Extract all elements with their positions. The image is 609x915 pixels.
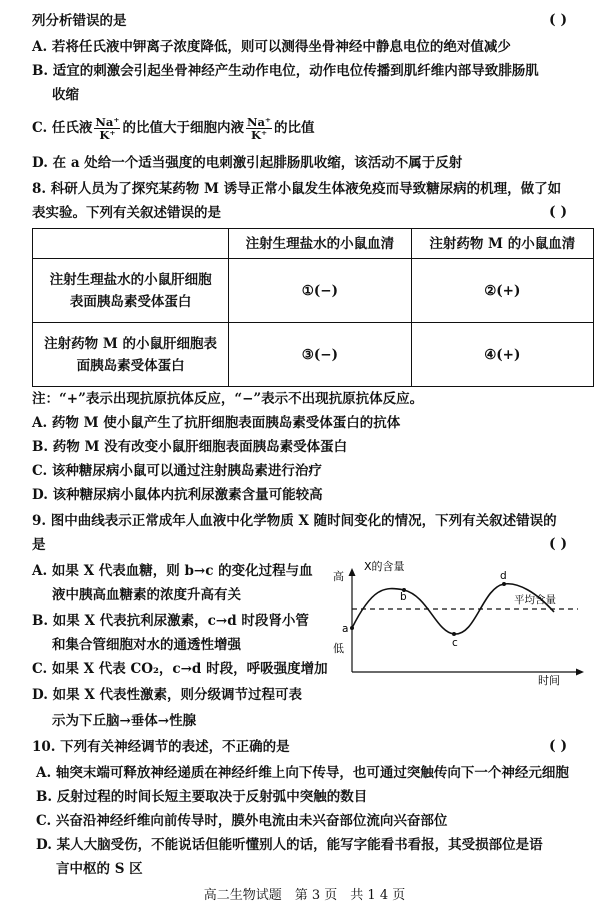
q7-c-pre: C. 任氏液	[32, 120, 93, 136]
point-c	[452, 632, 456, 636]
low-label: 低	[333, 642, 344, 655]
q7-option-b-line1: B. 适宜的刺激会引起坐骨神经产生动作电位，动作电位传播到肌纤维内部导致腓肠肌	[32, 63, 539, 79]
q9-option-c: C. 如果 X 代表 CO₂，c→d 时段，呼吸强度增加	[32, 661, 328, 677]
row1-label-a: 注射生理盐水的小鼠肝细胞	[49, 271, 212, 288]
q7-option-b-line2: 收缩	[52, 87, 79, 103]
label-d: d	[500, 570, 507, 582]
q9-answer-paren[interactable]: ( )	[549, 536, 568, 552]
label-a: a	[342, 623, 349, 635]
q8-option-a: A. 药物 M 使小鼠产生了抗肝细胞表面胰岛素受体蛋白的抗体	[32, 415, 401, 431]
q7-c-mid: 的比值大于细胞内液	[122, 120, 244, 136]
label-b: b	[400, 591, 407, 603]
label-c: c	[452, 637, 458, 649]
q8-stem-line1: 8. 科研人员为了探究某药物 M 诱导正常小鼠发生体液免疫而导致糖尿病的机理，做了如	[32, 181, 562, 197]
table-cell-1: ①(−)	[229, 259, 411, 323]
q7-answer-paren[interactable]: ( )	[549, 12, 568, 28]
average-label: 平均含量	[514, 594, 556, 606]
q8-option-b: B. 药物 M 没有改变小鼠肝细胞表面胰岛素受体蛋白	[32, 439, 348, 455]
q10-stem: 10. 下列有关神经调节的表述，不正确的是	[32, 739, 290, 755]
frac-num-2: Na⁺	[246, 115, 272, 129]
table-header-drug-serum: 注射药物 M 的小鼠血清	[411, 229, 593, 259]
y-label: X的含量	[364, 560, 405, 573]
q8-option-c: C. 该种糖尿病小鼠可以通过注射胰岛素进行治疗	[32, 463, 322, 479]
table-header-blank	[33, 229, 229, 259]
q10-option-d-line1: D. 某人大脑受伤，不能说话但能听懂别人的话，能写字能看书看报，其受损部位是语	[36, 837, 543, 853]
table-header-saline-serum: 注射生理盐水的小鼠血清	[229, 229, 411, 259]
q7-c-post: 的比值	[274, 120, 315, 136]
table-cell-4: ④(+)	[411, 323, 593, 387]
table-cell-3: ③(−)	[229, 323, 411, 387]
q9-option-d-line1: D. 如果 X 代表性激素，则分级调节过程可表	[32, 687, 302, 703]
q7-option-d: D. 在 a 处给一个适当强度的电刺激引起腓肠肌收缩，该活动不属于反射	[32, 155, 463, 171]
row1-label-b: 表面胰岛素受体蛋白	[69, 293, 192, 310]
q8-experiment-table	[32, 228, 594, 387]
row2-label-a: 注射药物 M 的小鼠肝细胞表	[44, 335, 218, 352]
page-footer: 高二生物试题 第 3 页 共 1 4 页	[203, 888, 406, 903]
q10-option-b: B. 反射过程的时间长短主要取决于反射弧中突触的数目	[36, 789, 368, 805]
frac-den-1: K⁺	[99, 128, 116, 142]
q9-option-d-line2: 示为下丘脑→垂体→性腺	[52, 713, 197, 729]
table-cell-2: ②(+)	[411, 259, 593, 323]
frac-den-2: K⁺	[250, 128, 268, 142]
q10-answer-paren[interactable]: ( )	[549, 738, 568, 754]
q8-note: 注：“+”表示出现抗原抗体反应，“−”表示不出现抗原抗体反应。	[32, 391, 424, 407]
q7-lead: 列分析错误的是	[32, 13, 127, 29]
q9-option-a-line1: A. 如果 X 代表血糖，则 b→c 的变化过程与血	[32, 563, 313, 579]
q8-option-d: D. 该种糖尿病小鼠体内抗利尿激素含量可能较高	[32, 487, 323, 503]
ratio-fraction-1	[94, 116, 120, 141]
point-d	[502, 582, 506, 586]
q9-stem-line2: 是	[32, 537, 46, 553]
q8-stem-line2: 表实验。下列有关叙述错误的是	[32, 205, 221, 221]
q10-option-d-line2: 言中枢的 S 区	[56, 861, 143, 877]
q9-curve-graph	[328, 560, 593, 686]
point-a	[350, 626, 354, 630]
row2-label-b: 面胰岛素受体蛋白	[76, 357, 185, 374]
q9-option-b-line1: B. 如果 X 代表抗利尿激素，c→d 时段肾小管	[32, 613, 309, 629]
time-label: 时间	[538, 674, 560, 686]
q10-option-a: A. 轴突末端可释放神经递质在神经纤维上向下传导，也可通过突触传向下一个神经元细胞	[36, 765, 569, 781]
ratio-fraction-2	[246, 116, 272, 141]
q7-option-c	[32, 116, 315, 141]
q9-stem-line1: 9. 图中曲线表示正常成年人血液中化学物质 X 随时间变化的情况，下列有关叙述错误的	[32, 513, 557, 529]
y-axis-arrow-icon	[349, 568, 356, 576]
q10-option-c: C. 兴奋沿神经纤维向前传导时，膜外电流由未兴奋部位流向兴奋部位	[36, 813, 448, 829]
q9-option-a-line2: 液中胰高血糖素的浓度升高有关	[52, 587, 241, 603]
high-label: 高	[333, 570, 344, 583]
q8-answer-paren[interactable]: ( )	[549, 204, 568, 220]
q9-option-b-line2: 和集合管细胞对水的通透性增强	[52, 637, 241, 653]
table-row-drug-cells	[33, 323, 229, 387]
table-row-saline-cells	[33, 259, 229, 323]
x-axis-arrow-icon	[576, 669, 584, 676]
frac-num-1: Na⁺	[95, 115, 120, 129]
q7-option-a: A. 若将任氏液中钾离子浓度降低，则可以测得坐骨神经中静息电位的绝对值减少	[32, 39, 511, 55]
